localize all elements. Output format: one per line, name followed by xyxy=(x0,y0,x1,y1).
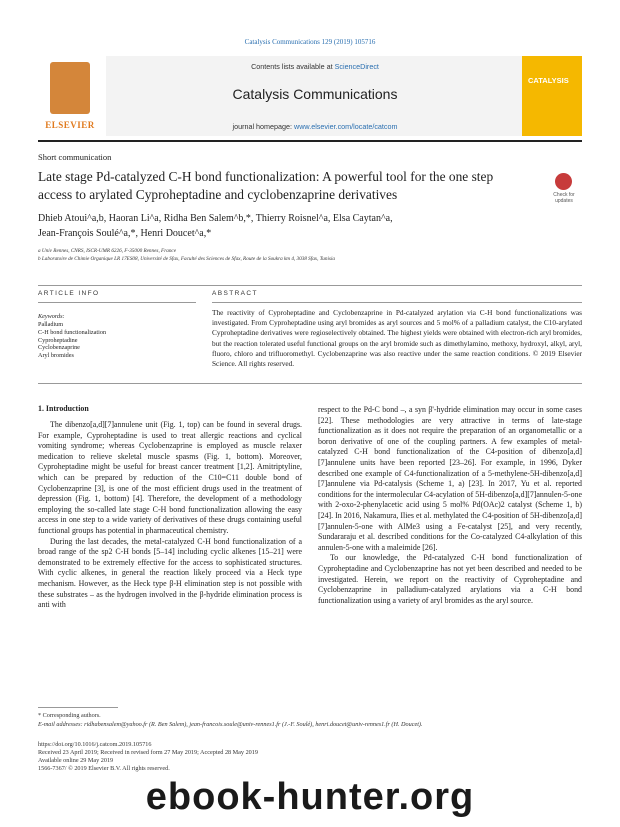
authors-line-2: Jean-François Soulé^a,*, Henri Doucet^a,* xyxy=(38,228,212,239)
homepage-link[interactable]: www.elsevier.com/locate/catcom xyxy=(294,122,398,131)
article-info-heading: ARTICLE INFO xyxy=(38,290,100,297)
journal-reference[interactable]: Catalysis Communications 129 (2019) 105716 xyxy=(244,38,376,46)
paragraph: During the last decades, the metal-catalyzed C-H bond functionalization of a broad range of the sp2 C-H bonds [5–14] including cyclic alkenes [15–21] were demonstrated to be extremely effective for the access to sophisticated structures. With cyclic alkenes, in general the reaction likely proceed via a Heck type mechanism. However, as the Heck type β-H elimination step is not possible with these substrates – as the hydrogen involved in the β-hydride elimination process is anti with xyxy=(38,536,302,610)
received-dates: Received 23 April 2019; Received in revised form 27 May 2019; Accepted 28 May 2019 xyxy=(38,749,258,756)
keywords-label: Keywords: xyxy=(38,313,65,320)
keyword: Cyclobenzaprine xyxy=(38,344,80,352)
article-type: Short communication xyxy=(38,152,112,162)
elsevier-wordmark: ELSEVIER xyxy=(45,120,95,130)
check-for-updates-badge[interactable] xyxy=(545,173,583,205)
email-addresses: E-mail addresses: ridhabensalem@yahoo.fr (R. Ben Salem), jean-francois.soule@univ-rennes1.fr (J.-F. Soulé), henri.doucet@univ-rennes1.fr (H. Doucet). xyxy=(38,721,423,728)
keywords-list xyxy=(38,321,106,360)
journal-header xyxy=(38,56,582,136)
homepage-line: journal homepage: www.elsevier.com/locate/catcom xyxy=(232,122,398,131)
section-heading: 1. Introduction xyxy=(38,404,89,413)
keyword: C-H bond functionalization xyxy=(38,328,107,336)
keyword: Aryl bromides xyxy=(38,352,74,360)
right-column xyxy=(318,405,582,606)
watermark: ebook-hunter.org xyxy=(145,776,475,818)
elsevier-logo xyxy=(38,62,102,132)
cover-title: CATALYSIS xyxy=(528,76,569,85)
available-online: Available online 29 May 2019 xyxy=(38,757,114,764)
affiliation-a: a Univ Rennes, CNRS, ISCR-UMR 6226, F-35000 Rennes, France xyxy=(38,248,177,254)
corresponding-note: * Corresponding authors. xyxy=(38,712,101,719)
footnote-rule xyxy=(38,707,118,708)
elsevier-tree-icon xyxy=(50,62,90,114)
keyword: Cyproheptadine xyxy=(38,336,78,344)
sciencedirect-link[interactable]: ScienceDirect xyxy=(334,62,379,71)
check-updates-icon xyxy=(555,173,572,190)
article-title: Late stage Pd-catalyzed C-H bond functionalization: A powerful tool for the one step access to arylated Cyproheptadine and cyclobenzaprine derivatives xyxy=(38,169,494,202)
info-divider xyxy=(38,302,196,303)
divider xyxy=(38,383,582,384)
author-list xyxy=(38,211,578,241)
abstract-heading: ABSTRACT xyxy=(212,290,258,297)
copyright: 1566-7367/ © 2019 Elsevier B.V. All rights reserved. xyxy=(38,765,170,772)
authors-line-1: Dhieb Atoui^a,b, Haoran Li^a, Ridha Ben Salem^b,*, Thierry Roisnel^a, Elsa Caytan^a, xyxy=(38,213,393,224)
divider xyxy=(38,285,582,286)
keyword: Palladium xyxy=(38,321,64,328)
contents-line: Contents lists available at ScienceDirect xyxy=(251,62,379,71)
abstract-text: The reactivity of Cyproheptadine and Cyclobenzaprine in Pd-catalyzed arylation via C-H bond functionalizations was investigated. From Cyproheptadine using aryl bromides as aryl sources and 5 mol% of a palladium catalyst, the C10-arylated Cyproheptadine derivatives were regioselectively obtained. The highest yields were obtained with electron-rich aryl bromides, but the reaction tolerated useful functional groups on the aryl bromide such as dimethylamino, methoxy, hydroxyl, alkyl, aryl, fluoro, chloro and trifluoromethyl. Cyclobenzaprine was also reactive under the same reaction conditions. © 2019 Elsevier Science. All rights reserved. xyxy=(212,308,582,369)
doi-link[interactable]: https://doi.org/10.1016/j.catcom.2019.105716 xyxy=(38,741,152,748)
paragraph: The dibenzo[a,d][7]annulene unit (Fig. 1, top) can be found in several drugs. For example, Cyproheptadine is used to treat allergic reactions and cyclical vomiting syndrome; whereas Cyclobenzaprine is employed as muscle relaxer medication to relieve skeletal muscle spasms (Fig. 1, bottom). Moreover, Cyproheptadine might be useful for breast cancer treatment [1,2]. Amitriptyline, which can be prepared by reduction of the C10=C11 double bond of Cyclobenzaprine [3], is one of the most efficient drugs used in the treatment of depression (Fig. 1, bottom) [4]. Therefore, the development of a methodology employing the so-called late stage C-H bond functionalization allowing the easy access in one step to a wide variety of derivatives of these drugs containing useful functional groups has potential in pharmaceutical chemistry. xyxy=(38,420,302,535)
header-rule xyxy=(38,140,582,142)
left-column xyxy=(38,420,302,611)
abstract-divider xyxy=(212,302,582,303)
header-banner xyxy=(106,56,524,136)
paragraph: respect to the Pd-C bond –, a syn β'-hydride elimination may occur in some cases [22]. These methodologies are very attractive in terms of late-stage functionalization as it does not require the preparation of an organometallic or a boron derivative of one of the coupling partners. A few examples of metal-catalyzed C-H bond functionalization of the C4-position of dibenzo[a,d][7]annulene units have been reported [23–26]. For example, in 1996, Dyker described one example of C4-functionalization of a 5-methylene-5H-dibenzo[a,d][7]annulene via Pd-catalysis (Scheme 1, a) [23]. In 2017, Yu et al. reported conditions for the intermolecular C4-acylation of 5H-dibenzo[a,d][7]annulen-5-one with 2-oxo-2-phenylacetic acid using 5 mol% Pd(OAc)2 catalyst (Scheme 1, b) [24]. In 2016, Nakamura, Ilies et al. methylated the C4-position of 5H-dibenzo[a,d][7]annulen-5-one with AlMe3 using a Fe-catalyst [25], and very recently, Sundararaju et al. described conditions for the Co-catalyzed C4-alkylation of this annulen-5-one with a maleimide [26]. xyxy=(318,405,582,552)
paragraph: To our knowledge, the Pd-catalyzed C-H bond functionalization of Cyproheptadine and Cyclobenzaprine has not yet been described and needed to be investigated. Herein, we report on the reactivity of Cyproheptadine and Cyclobenzaprine in palladium-catalyzed arylations via a C-H bond functionalization using a variety of aryl bromides as the aryl source. xyxy=(318,553,582,605)
affiliation-b: b Laboratoire de Chimie Organique LR 17ES08, Université de Sfax, Faculté des Sciences de Sfax, Route de la Soukra km 4, 3038 Sfax, Tunisia xyxy=(38,256,335,262)
check-updates-label: Check for updates xyxy=(553,192,575,204)
journal-title: Catalysis Communications xyxy=(232,86,398,102)
journal-cover xyxy=(522,56,582,136)
